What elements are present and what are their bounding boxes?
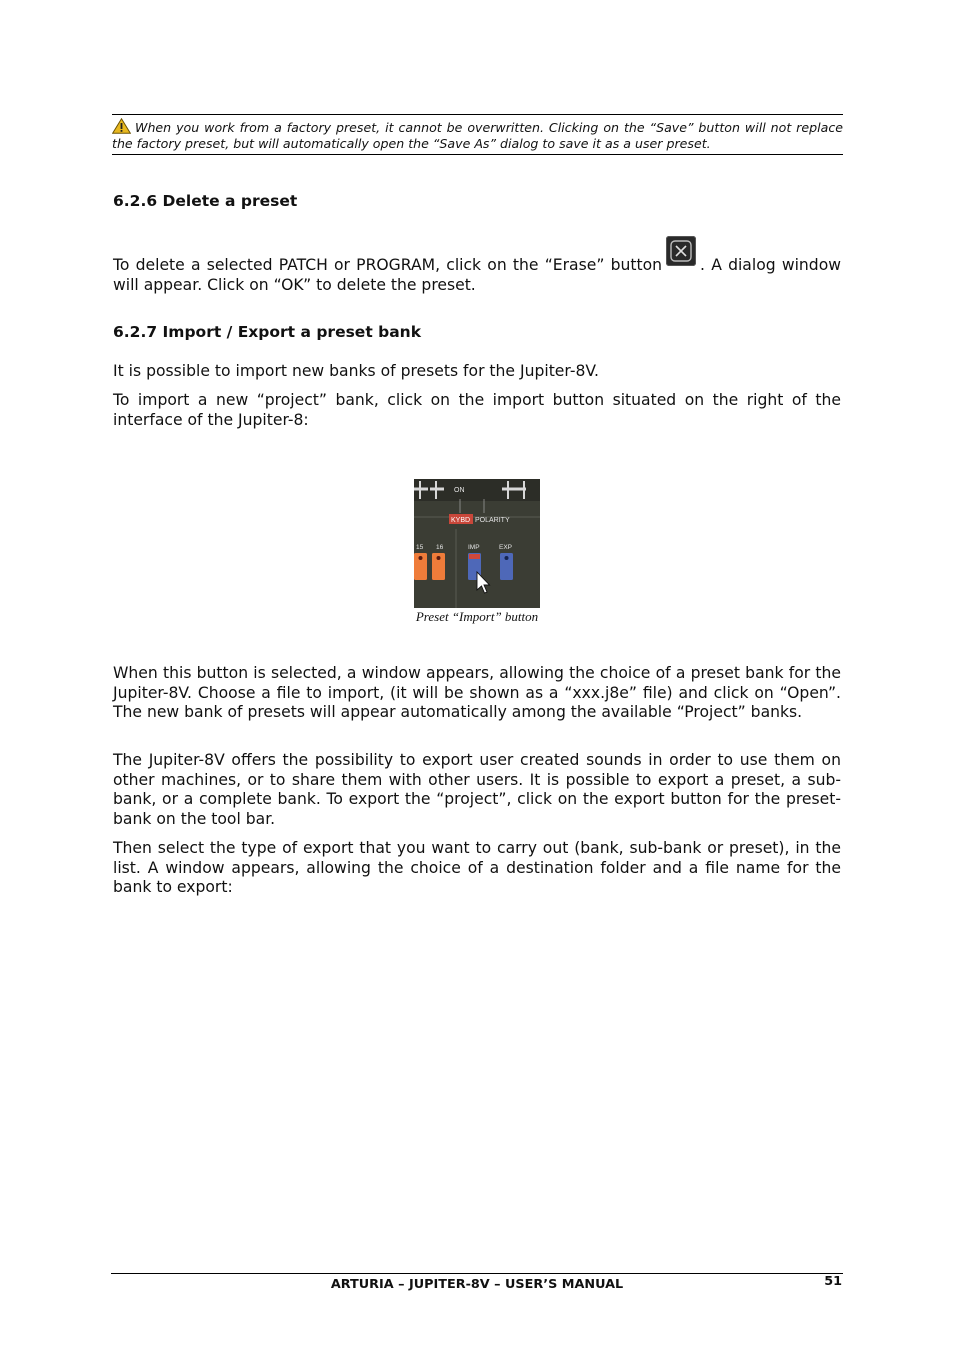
page-number: 51 bbox=[824, 1274, 842, 1289]
label-15: 15 bbox=[416, 544, 424, 551]
label-16: 16 bbox=[436, 544, 444, 551]
delete-preset-text-2: . A dialog window will appear. Click on “OK” to delete the preset. bbox=[113, 256, 841, 294]
label-on: ON bbox=[454, 487, 465, 494]
warning-note bbox=[112, 114, 843, 155]
import-intro-paragraph: It is possible to import new banks of presets for the Jupiter-8V. bbox=[113, 362, 599, 380]
delete-preset-paragraph bbox=[113, 246, 841, 296]
export-steps-paragraph: Then select the type of export that you want to carry out (bank, sub-bank or preset), in the list. A window appears, allowing the choice of a destination folder and a file name for the bank to export: bbox=[113, 839, 841, 896]
label-polarity: POLARITY bbox=[475, 517, 510, 524]
footer-divider bbox=[111, 1273, 843, 1274]
label-kybd: KYBD bbox=[451, 517, 471, 524]
figure-caption: Preset “Import” button bbox=[415, 609, 539, 624]
close-icon bbox=[666, 236, 696, 266]
warning-note-text: When you work from a factory preset, it cannot be overwritten. Clicking on the “Save” button will not replace the factory preset, but will automatically open the “Save As” dialog to save it as a user preset. bbox=[112, 120, 843, 151]
erase-button-icon bbox=[666, 236, 696, 266]
heading-import-export: 6.2.7 Import / Export a preset bank bbox=[113, 323, 422, 341]
import-result-paragraph: When this button is selected, a window appears, allowing the choice of a preset bank for the Jupiter-8V. Choose a file to import, (it will be shown as a “xxx.j8e” file) and click on “Open”. The new bank of presets will appear automatically among the available “Project” banks. bbox=[113, 664, 841, 721]
export-paragraph: The Jupiter-8V offers the possibility to export user created sounds in order to use them on other machines, or to share them with other users. It is possible to export a preset, a sub-bank, or a complete bank. To export the “project”, click on the export button for the preset-bank on the tool bar. bbox=[113, 751, 841, 828]
label-imp: IMP bbox=[468, 544, 480, 551]
warning-icon bbox=[112, 118, 131, 134]
footer-title: ARTURIA – JUPITER-8V – USER’S MANUAL bbox=[330, 1277, 624, 1292]
import-instructions-paragraph: To import a new “project” bank, click on the import button situated on the right of the interface of the Jupiter-8: bbox=[113, 391, 841, 429]
label-exp: EXP bbox=[499, 544, 513, 551]
delete-preset-text-1: To delete a selected PATCH or PROGRAM, click on the “Erase” button bbox=[113, 256, 663, 274]
import-button-figure bbox=[414, 479, 540, 608]
heading-delete-preset: 6.2.6 Delete a preset bbox=[113, 192, 298, 210]
